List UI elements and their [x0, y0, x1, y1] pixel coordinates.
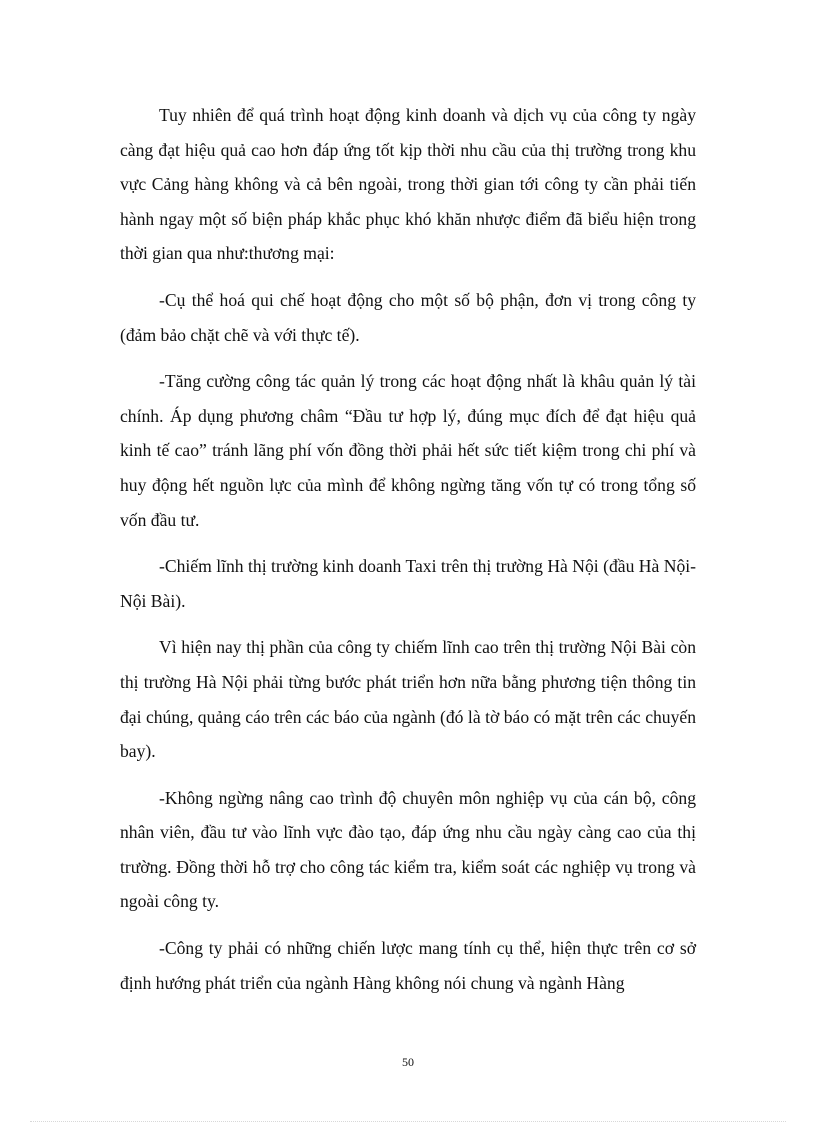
paragraph-market-share: Vì hiện nay thị phần của công ty chiếm lĩnh cao trên thị trường Nội Bài còn thị trường Hà Nội phải từng bước phát triển hơn nữa bằng phương tiện thông tin đại chúng, quảng cáo trên các báo của ngành (đó là tờ báo có mặt trên các chuyến bay). — [120, 637, 696, 762]
paragraph-intro: Tuy nhiên để quá trình hoạt động kinh doanh và dịch vụ của công ty ngày càng đạt hiệu quả cao hơn đáp ứng tốt kịp thời nhu cầu của thị trường trong khu vực Cảng hàng không và cả bên ngoài, trong thời gian tới công ty cần phải tiến hành ngay một số biện pháp khắc phục khó khăn nhược điểm đã biểu hiện trong thời gian qua như:thương mại: — [120, 105, 696, 264]
body-text — [120, 98, 696, 1012]
page-number: 50 — [402, 1055, 414, 1069]
paragraph-strategy: -Công ty phải có những chiến lược mang tính cụ thể, hiện thực trên cơ sở định hướng phát triển của ngành Hàng không nói chung và ngành Hàng — [120, 938, 696, 993]
paragraph-training: -Không ngừng nâng cao trình độ chuyên môn nghiệp vụ của cán bộ, công nhân viên, đầu tư vào lĩnh vực đào tạo, đáp ứng nhu cầu ngày càng cao của thị trường. Đồng thời hỗ trợ cho công tác kiểm tra, kiểm soát các nghiệp vụ trong và ngoài công ty. — [120, 787, 696, 912]
paragraph-financial-management: -Tăng cường công tác quản lý trong các hoạt động nhất là khâu quản lý tài chính. Áp dụng phương châm “Đầu tư hợp lý, đúng mục đích để đạt hiệu quả kinh tế cao” tránh lãng phí vốn đồng thời phải hết sức tiết kiệm trong chi phí và huy động hết nguồn lực của mình để không ngừng tăng vốn tự có trong tổng số vốn đầu tư. — [120, 371, 696, 530]
page-bottom-divider — [30, 1121, 786, 1122]
paragraph-taxi-market: -Chiếm lĩnh thị trường kinh doanh Taxi trên thị trường Hà Nội (đầu Hà Nội- Nội Bài). — [120, 556, 696, 611]
paragraph-regulations: -Cụ thể hoá qui chế hoạt động cho một số bộ phận, đơn vị trong công ty (đảm bảo chặt chẽ và với thực tế). — [120, 289, 696, 345]
